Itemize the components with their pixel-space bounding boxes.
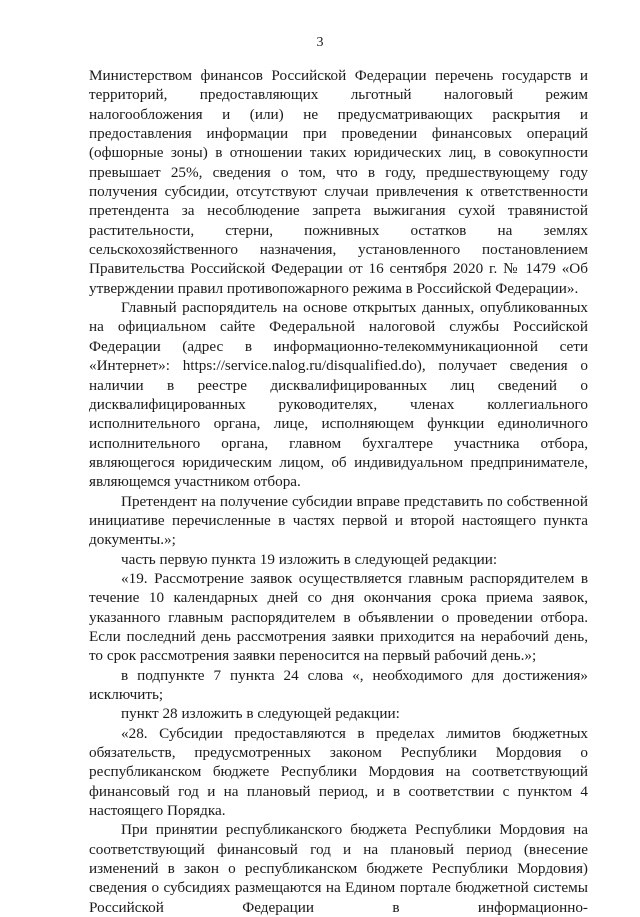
page-number: 3 bbox=[316, 35, 324, 50]
paragraph-applicant-documents: Претендент на получение субсидии вправе представить по собственной инициативе перечисленные в частях первой и второй настоящего пункта документы.»; bbox=[89, 492, 588, 549]
paragraph-amend-point-24: в подпункте 7 пункта 24 слова «, необходимого для достижения» исключить; bbox=[89, 666, 588, 703]
paragraph-budget-adoption: При принятии республиканского бюджета Республики Мордовия на соответствующий финансовый год и на плановый период (внесение изменений в закон о республиканском бюджете Республики Мордовия) сведения о субсидиях размещаются на Едином портале бюджетной системы Российской Федерации в информационно- bbox=[89, 821, 588, 916]
document-body bbox=[89, 66, 588, 917]
paragraph-amend-point-28: пункт 28 изложить в следующей редакции: bbox=[121, 705, 400, 723]
paragraph-offshore-continuation: Министерством финансов Российской Федерации перечень государств и территорий, предоставляющих льготный налоговый режим налогообложения и (или) не предусматривающих раскрытия и предоставления информации при проведении финансовых операций (офшорные зоны) в отношении таких юридических лиц, в совокупности превышает 25%, сведения о том, что в году, предшествующему году получения субсидии, отсутствуют случаи привлечения к ответственности претендента за несоблюдение запрета выжигания сухой травянистой растительности, стерни, пожнивных остатков на землях сельскохозяйственного назначения, установленного постановлением Правительства Российской Федерации от 16 сентября 2020 г. № 1479 «Об утверждении правил противопожарного режима в Российской Федерации». bbox=[89, 67, 588, 297]
paragraph-amend-point-19: часть первую пункта 19 изложить в следующей редакции: bbox=[121, 550, 498, 568]
paragraph-point-28-text: «28. Субсидии предоставляются в пределах лимитов бюджетных обязательств, предусмотренных законом Республики Мордовия о республиканском бюджете Республики Мордовия на соответствующий финансовый год и на плановый период, и в соответствии с пунктом 4 настоящего Порядка. bbox=[89, 724, 588, 820]
paragraph-point-19-text: «19. Рассмотрение заявок осуществляется главным распорядителем в течение 10 календарных дней со дня окончания срока приема заявок, указанного главным распорядителем в объявлении о проведении отбора. Если последний день рассмотрения заявки приходится на нерабочий день, то срок рассмотрения заявки переносится на первый рабочий день.»; bbox=[89, 569, 588, 665]
paragraph-disqualified-registry: Главный распорядитель на основе открытых данных, опубликованных на официальном сайте Федеральной налоговой службы Российской Федерации (адрес в информационно-телекоммуникационной сети «Интернет»: https://service.nalog.ru/disqualified.do), получает сведения о наличии в реестре дисквалифицированных лиц сведений о дисквалифицированных руководителях, членах коллегиального исполнительного органа, лице, исполняющем функции единоличного исполнительного органа, главном бухгалтере участника отбора, являющегося юридическим лицом, об индивидуальном предпринимателе, являющемся участником отбора. bbox=[89, 299, 588, 491]
